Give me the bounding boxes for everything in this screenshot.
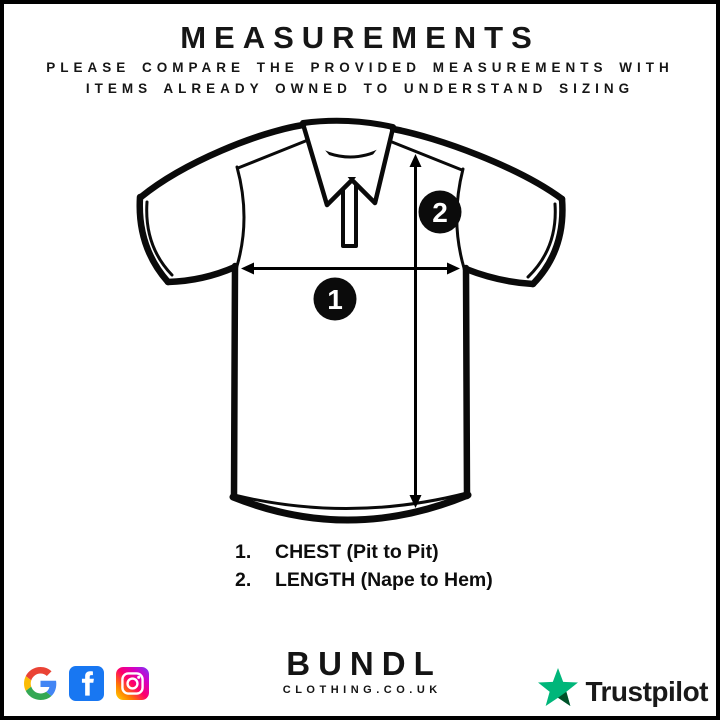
page-title: MEASUREMENTS [180, 20, 540, 55]
legend-item [235, 567, 493, 595]
marker-1-label: 1 [327, 284, 343, 315]
marker-1-badge [314, 278, 357, 321]
legend-item-number: 1. [235, 541, 252, 563]
legend-item-label: LENGTH (Nape to Hem) [275, 568, 493, 591]
brand-name: BUNDL [286, 645, 442, 682]
subtitle-line-2: ITEMS ALREADY OWNED TO UNDERSTAND SIZING [85, 81, 635, 96]
trustpilot-logo [536, 667, 708, 716]
trustpilot-star-icon [536, 667, 580, 716]
legend-item-label: CHEST (Pit to Pit) [275, 541, 439, 563]
measurement-legend [235, 539, 493, 594]
trustpilot-label: Trustpilot [585, 675, 708, 707]
brand-domain: CLOTHING.CO.UK [282, 684, 442, 696]
collar-right-flap [353, 128, 393, 203]
polo-shirt-diagram [4, 4, 720, 720]
collar-top-edge [303, 121, 393, 127]
legend-item-number: 2. [235, 568, 252, 591]
marker-2-label: 2 [432, 197, 448, 228]
polo-shirt-drawing [140, 121, 563, 520]
legend-item [235, 539, 493, 567]
chest-arrow [241, 263, 460, 275]
marker-2-badge [419, 191, 462, 234]
subtitle-line-1: PLEASE COMPARE THE PROVIDED MEASUREMENTS WITH [46, 60, 674, 75]
